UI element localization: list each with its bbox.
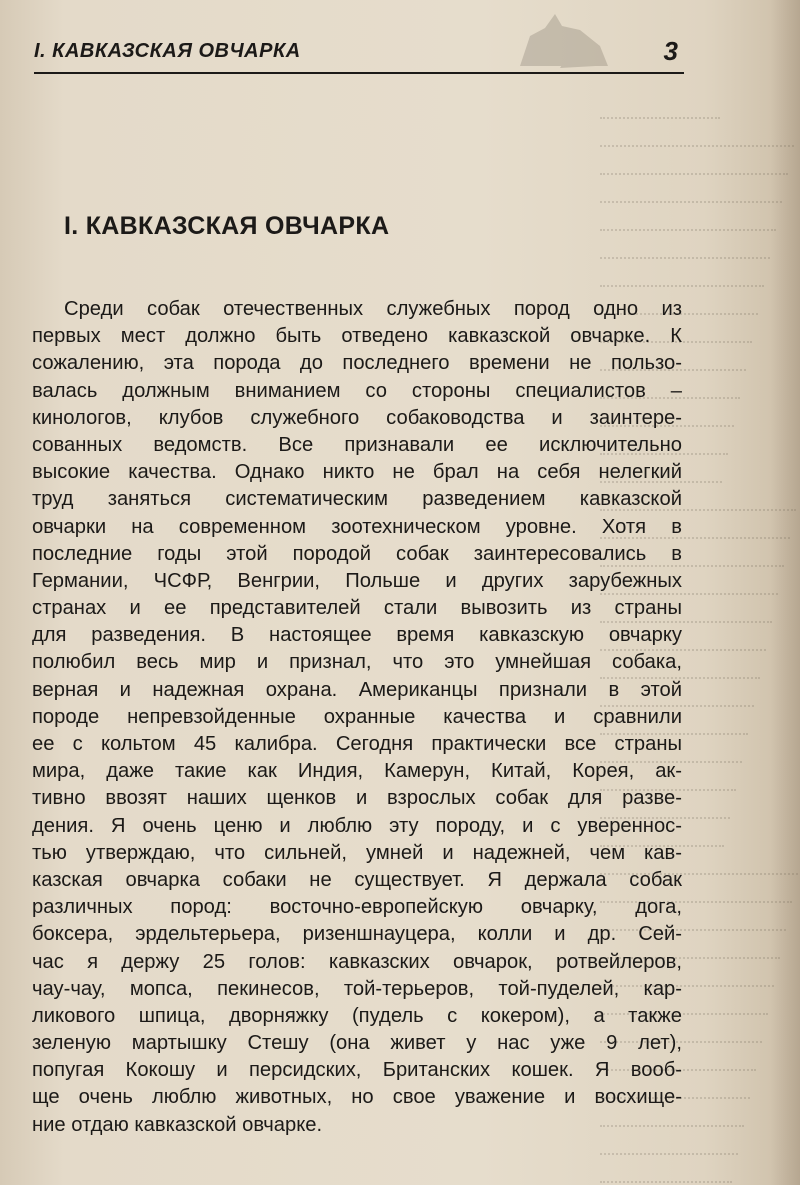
text-line: овчарки на современном зоотехническом уровне. Хотя в <box>32 515 682 538</box>
text-line: труд заняться систематическим разведением кавказской <box>32 488 682 511</box>
text-line: верная и надежная охрана. Американцы признали в этой <box>32 678 682 701</box>
bleed-line <box>600 207 776 231</box>
bleed-line <box>600 95 720 119</box>
text-line: различных пород: восточно-европейскую овчарку, дога, <box>32 896 682 919</box>
text-line: ще очень люблю животных, но свое уважение и восхище- <box>32 1086 682 1109</box>
text-line: тивно ввозят наших щенков и взрослых собак для разве- <box>32 787 682 810</box>
chapter-title: I. КАВКАЗСКАЯ ОВЧАРКА <box>64 212 390 240</box>
text-line: первых мест должно быть отведено кавказской овчарке. К <box>32 325 682 348</box>
text-line: дения. Я очень ценю и люблю эту породу, и с увереннос- <box>32 814 682 837</box>
text-line: высокие качества. Однако никто не брал на себя нелегкий <box>32 461 682 484</box>
spine-shadow <box>770 0 800 1185</box>
text-line: полюбил весь мир и признал, что это умнейшая собака, <box>32 651 682 674</box>
text-line: породе непревзойденные охранные качества и сравнили <box>32 705 682 728</box>
bleed-line <box>600 235 770 259</box>
text-line: странах и ее представителей стали вывозить из страны <box>32 597 682 620</box>
text-line: час я держу 25 голов: кавказских овчарок, ротвейлеров, <box>32 950 682 973</box>
bleed-line <box>600 1159 732 1183</box>
text-line: чау-чау, мопса, пекинесов, той-терьеров, той-пуделей, кар- <box>32 977 682 1000</box>
text-line: мира, даже такие как Индия, Камерун, Китай, Корея, ак- <box>32 760 682 783</box>
text-line: ликового шпица, дворняжку (пудель с кокером), а также <box>32 1004 682 1027</box>
bleed-line <box>600 179 782 203</box>
page-number: 3 <box>663 36 678 66</box>
text-line: боксера, эрдельтерьера, ризеншнауцера, колли и др. Сей- <box>32 923 682 946</box>
text-line: кинологов, клубов служебного собаководства и заинтере- <box>32 406 682 429</box>
text-line: зеленую мартышку Стешу (она живет у нас уже 9 лет), <box>32 1032 682 1055</box>
text-line: ее с кольтом 45 калибра. Сегодня практически все страны <box>32 733 682 755</box>
text-line: Германии, ЧСФР, Венгрии, Польше и других зарубежных <box>32 569 682 592</box>
text-line: ние отдаю кавказской овчарке. <box>32 1113 323 1136</box>
text-line: валась должным вниманием со стороны специалистов – <box>32 379 682 402</box>
bleed-line <box>600 151 788 175</box>
text-line: тью утверждаю, что сильней, умней и надежней, чем кав- <box>32 841 682 864</box>
bleed-line <box>600 263 764 287</box>
text-line: последние годы этой породой собак заинтересовались в <box>32 542 682 565</box>
text-line: сожалению, эта порода до последнего времени не пользо- <box>32 352 682 375</box>
text-line: попугая Кокошу и персидских, Британских кошек. Я вооб- <box>32 1059 682 1082</box>
text-line: сованных ведомств. Все признавали ее исключительно <box>32 433 682 456</box>
running-header <box>34 38 684 74</box>
body-paragraph <box>32 296 682 1139</box>
text-line: Среди собак отечественных служебных пород одно из <box>64 298 682 320</box>
text-line: для разведения. В настоящее время кавказскую овчарку <box>32 624 682 647</box>
running-title: I. КАВКАЗСКАЯ ОВЧАРКА <box>34 40 301 62</box>
text-line: казская овчарка собаки не существует. Я держала собак <box>32 868 682 891</box>
bleed-line <box>600 123 794 147</box>
